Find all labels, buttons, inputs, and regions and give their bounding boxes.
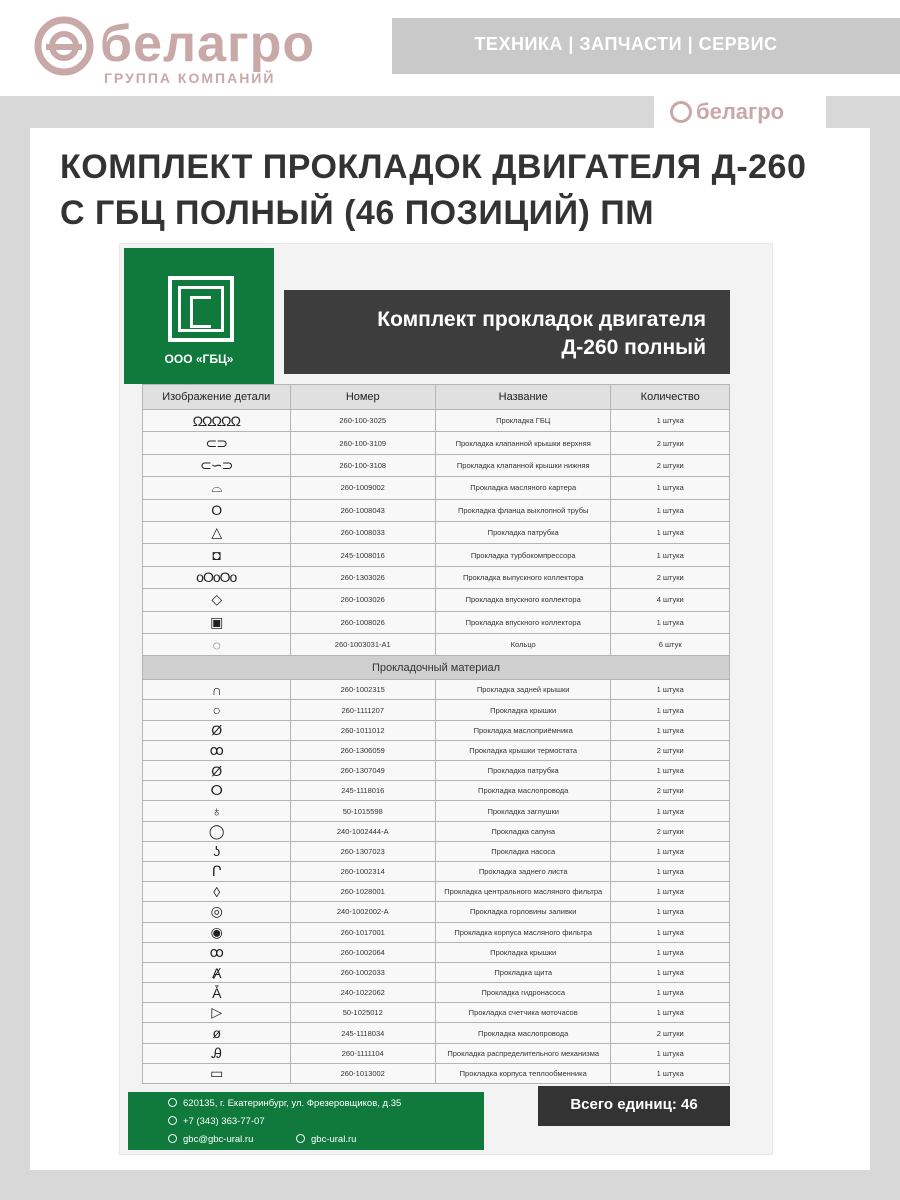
part-name: Прокладка впускного коллектора bbox=[436, 612, 611, 633]
table-row bbox=[142, 721, 730, 741]
part-number: 260-1017001 bbox=[291, 923, 437, 942]
part-image-icon bbox=[143, 634, 291, 655]
part-image-icon bbox=[143, 500, 291, 521]
part-name: Прокладка сапуна bbox=[436, 822, 611, 841]
gasket-shape-icon: ◉ bbox=[210, 923, 222, 940]
part-image-icon bbox=[143, 923, 291, 942]
address bbox=[168, 1098, 401, 1109]
table-row bbox=[142, 963, 730, 983]
spec-sheet bbox=[120, 244, 772, 1154]
part-number: 260-1028001 bbox=[291, 882, 437, 901]
small-logo-text: белагро bbox=[696, 99, 785, 124]
part-image-icon bbox=[143, 721, 291, 740]
part-image-icon bbox=[143, 882, 291, 901]
product-title: КОМПЛЕКТ ПРОКЛАДОК ДВИГАТЕЛЯ Д-260 С ГБЦ ПОЛНЫЙ (46 ПОЗИЦИЙ) ПМ bbox=[60, 148, 807, 232]
part-name: Прокладка центрального масляного фильтра bbox=[436, 882, 611, 901]
part-number: 240-1022062 bbox=[291, 983, 437, 1002]
table-row bbox=[142, 983, 730, 1003]
gasket-shape-icon: oOoOo bbox=[196, 569, 237, 586]
part-qty: 1 штука bbox=[656, 1008, 684, 1018]
part-qty: 1 штука bbox=[656, 685, 684, 695]
part-name: Прокладка крышки bbox=[436, 943, 611, 962]
gasket-shape-icon: Ⱥ bbox=[212, 964, 221, 981]
part-qty: 4 штуки bbox=[656, 595, 684, 605]
part-number: 260-100-3025 bbox=[291, 410, 437, 431]
col-image: Изображение детали bbox=[143, 385, 291, 409]
part-name: Прокладка горловины заливки bbox=[436, 902, 611, 921]
part-number: 260-1002033 bbox=[291, 963, 437, 982]
table-row bbox=[142, 612, 730, 634]
part-qty: 1 штука bbox=[656, 705, 684, 715]
part-image-icon bbox=[143, 741, 291, 760]
table-row bbox=[142, 410, 730, 432]
part-number: 260-1002064 bbox=[291, 943, 437, 962]
part-name: Прокладка щита bbox=[436, 963, 611, 982]
part-qty: 1 штука bbox=[656, 806, 684, 816]
company-name: ООО «ГБЦ» bbox=[164, 352, 234, 366]
email-icon bbox=[168, 1134, 177, 1143]
col-qty: Количество bbox=[640, 391, 700, 403]
part-image-icon bbox=[143, 761, 291, 780]
part-qty: 1 штука bbox=[656, 968, 684, 978]
part-number: 260-1009002 bbox=[291, 477, 437, 498]
gasket-shape-icon: Ø bbox=[211, 762, 222, 779]
part-qty: 1 штука bbox=[656, 887, 684, 897]
gasket-shape-icon: ⊂⊃ bbox=[205, 434, 227, 451]
part-image-icon bbox=[143, 983, 291, 1002]
part-number: 260-1002315 bbox=[291, 680, 437, 699]
table-row bbox=[142, 761, 730, 781]
sheet-title-line2: Д-260 полный bbox=[561, 336, 706, 359]
sheet-title bbox=[377, 306, 706, 362]
part-name: Прокладка гидронасоса bbox=[436, 983, 611, 1002]
part-name: Прокладка выпускного коллектора bbox=[436, 567, 611, 588]
table-row bbox=[142, 477, 730, 499]
brand-logo-icon bbox=[34, 10, 94, 82]
part-name: Прокладка маслоприёмника bbox=[436, 721, 611, 740]
gasket-shape-icon: ꝏ bbox=[209, 943, 223, 960]
part-qty: 1 штука bbox=[656, 907, 684, 917]
part-number: 260-1008026 bbox=[291, 612, 437, 633]
part-image-icon bbox=[143, 822, 291, 841]
table-row bbox=[142, 700, 730, 720]
part-qty: 2 штуки bbox=[656, 826, 684, 836]
email bbox=[168, 1134, 253, 1145]
gasket-shape-icon: △ bbox=[211, 524, 222, 541]
brand-name: белагро bbox=[100, 15, 316, 73]
brand-header bbox=[0, 0, 900, 96]
part-number: 260-1008043 bbox=[291, 500, 437, 521]
table-row bbox=[142, 455, 730, 477]
part-qty: 1 штука bbox=[656, 927, 684, 937]
part-name: Прокладка фланца выхлопной трубы bbox=[436, 500, 611, 521]
gasket-shape-icon: ⊂∽⊃ bbox=[200, 456, 233, 473]
part-qty: 1 штука bbox=[656, 766, 684, 776]
gasket-shape-icon: ΩΩΩΩΩ bbox=[192, 412, 240, 429]
part-number: 245-1118016 bbox=[291, 781, 437, 800]
total-box bbox=[538, 1086, 730, 1126]
email-text: gbc@gbc-ural.ru bbox=[183, 1134, 254, 1145]
part-qty: 1 штука bbox=[656, 416, 684, 426]
part-number: 260-1002314 bbox=[291, 862, 437, 881]
table-row bbox=[142, 882, 730, 902]
gasket-shape-icon: ♁ bbox=[211, 803, 221, 820]
part-name: Прокладка крышки термостата bbox=[436, 741, 611, 760]
table-row bbox=[142, 567, 730, 589]
sheet-header bbox=[284, 290, 730, 374]
table-row bbox=[142, 1023, 730, 1043]
part-image-icon bbox=[143, 567, 291, 588]
gasket-shape-icon: ⌓ bbox=[211, 479, 222, 496]
part-name: Прокладка маслопровода bbox=[436, 781, 611, 800]
part-image-icon bbox=[143, 1003, 291, 1022]
part-qty: 1 штука bbox=[656, 505, 684, 515]
part-name: Прокладка патрубка bbox=[436, 761, 611, 780]
gasket-shape-icon: ◊ bbox=[213, 883, 220, 900]
part-image-icon bbox=[143, 700, 291, 719]
col-number: Номер bbox=[291, 385, 437, 409]
part-number: 260-1307023 bbox=[291, 842, 437, 861]
part-image-icon bbox=[143, 612, 291, 633]
small-logo bbox=[670, 99, 784, 125]
part-qty: 1 штука bbox=[656, 528, 684, 538]
part-image-icon bbox=[143, 781, 291, 800]
table-row bbox=[142, 741, 730, 761]
part-name: Прокладка задней крышки bbox=[436, 680, 611, 699]
table-row bbox=[142, 1064, 730, 1084]
phone bbox=[168, 1116, 265, 1127]
part-name: Кольцо bbox=[436, 634, 611, 655]
gasket-shape-icon: ▭ bbox=[210, 1064, 223, 1081]
part-name: Прокладка турбокомпрессора bbox=[436, 544, 611, 565]
part-image-icon bbox=[143, 410, 291, 431]
phone-text: +7 (343) 363-77-07 bbox=[183, 1116, 265, 1127]
part-qty: 2 штуки bbox=[656, 786, 684, 796]
part-number: 260-1011012 bbox=[291, 721, 437, 740]
gasket-shape-icon: ◇ bbox=[211, 591, 222, 608]
part-qty: 1 штука bbox=[656, 617, 684, 627]
contacts-block bbox=[128, 1092, 484, 1150]
part-image-icon bbox=[143, 432, 291, 453]
part-name: Прокладка впускного коллектора bbox=[436, 589, 611, 610]
part-image-icon bbox=[143, 1023, 291, 1042]
part-name: Прокладка клапанной крышки верхняя bbox=[436, 432, 611, 453]
part-qty: 1 штука bbox=[656, 947, 684, 957]
part-qty: 1 штука bbox=[656, 1048, 684, 1058]
gasket-shape-icon: ◘ bbox=[212, 547, 220, 564]
section-label: Прокладочный материал bbox=[142, 656, 730, 680]
part-number: 260-100-3108 bbox=[291, 455, 437, 476]
gasket-shape-icon: ∩ bbox=[211, 681, 221, 698]
part-image-icon bbox=[143, 862, 291, 881]
website-text: gbc-ural.ru bbox=[311, 1134, 357, 1145]
table-row bbox=[142, 801, 730, 821]
table-row bbox=[142, 500, 730, 522]
part-number: 260-100-3109 bbox=[291, 432, 437, 453]
part-image-icon bbox=[143, 544, 291, 565]
part-qty: 2 штуки bbox=[656, 572, 684, 582]
website bbox=[296, 1134, 356, 1145]
gasket-shape-icon: ▣ bbox=[210, 613, 223, 630]
table-row bbox=[142, 923, 730, 943]
part-qty: 2 штуки bbox=[656, 1028, 684, 1038]
table-row bbox=[142, 902, 730, 922]
gasket-shape-icon: O bbox=[211, 502, 222, 519]
part-name: Прокладка патрубка bbox=[436, 522, 611, 543]
part-name: Прокладка заднего листа bbox=[436, 862, 611, 881]
table-group-2 bbox=[142, 680, 730, 1084]
small-logo-icon bbox=[670, 101, 692, 123]
part-qty: 2 штуки bbox=[656, 438, 684, 448]
part-number: 260-1008033 bbox=[291, 522, 437, 543]
part-name: Прокладка ГБЦ bbox=[436, 410, 611, 431]
part-number: 260-1303026 bbox=[291, 567, 437, 588]
table-group-1 bbox=[142, 410, 730, 656]
part-name: Прокладка маслопровода bbox=[436, 1023, 611, 1042]
part-number: 260-1306059 bbox=[291, 741, 437, 760]
part-name: Прокладка распределительного механизма bbox=[436, 1044, 611, 1063]
part-qty: 1 штука bbox=[656, 867, 684, 877]
part-qty: 1 штука bbox=[656, 1068, 684, 1078]
gasket-shape-icon: ⵔ bbox=[210, 782, 222, 799]
brand-subtitle: ГРУППА КОМПАНИЙ bbox=[104, 70, 276, 86]
address-text: 620135, г. Екатеринбург, ул. Фрезеровщиков, д.35 bbox=[183, 1098, 402, 1109]
gasket-shape-icon: ○ bbox=[212, 702, 220, 719]
gasket-shape-icon: ◯ bbox=[208, 822, 224, 839]
table-row bbox=[142, 1044, 730, 1064]
gasket-shape-icon: ▷ bbox=[211, 1004, 222, 1021]
part-name: Прокладка заглушки bbox=[436, 801, 611, 820]
table-row bbox=[142, 943, 730, 963]
part-number: 50-1025012 bbox=[291, 1003, 437, 1022]
part-name: Прокладка счетчика моточасов bbox=[436, 1003, 611, 1022]
part-name: Прокладка насоса bbox=[436, 842, 611, 861]
tagline-box bbox=[392, 18, 900, 74]
part-image-icon bbox=[143, 477, 291, 498]
gasket-shape-icon: Ø bbox=[211, 722, 222, 739]
part-qty: 1 штука bbox=[656, 725, 684, 735]
col-name: Название bbox=[436, 385, 611, 409]
table-row bbox=[142, 781, 730, 801]
part-number: 260-1013002 bbox=[291, 1064, 437, 1083]
table-row bbox=[142, 822, 730, 842]
part-image-icon bbox=[143, 1044, 291, 1063]
part-number: 260-1111104 bbox=[291, 1044, 437, 1063]
phone-icon bbox=[168, 1116, 177, 1125]
part-image-icon bbox=[143, 902, 291, 921]
part-number: 245-1008016 bbox=[291, 544, 437, 565]
table-row bbox=[142, 680, 730, 700]
gasket-shape-icon: Ꭿ bbox=[211, 1044, 221, 1061]
part-qty: 1 штука bbox=[656, 846, 684, 856]
company-block bbox=[124, 248, 274, 384]
gasket-shape-icon: ꝏ bbox=[209, 741, 223, 758]
gasket-shape-icon: Ǡ bbox=[212, 984, 221, 1001]
table-row bbox=[142, 1003, 730, 1023]
part-number: 260-1003026 bbox=[291, 589, 437, 610]
part-qty: 1 штука bbox=[656, 483, 684, 493]
gasket-shape-icon: ◎ bbox=[210, 903, 222, 920]
part-image-icon bbox=[143, 680, 291, 699]
part-number: 240-1002444-А bbox=[291, 822, 437, 841]
gasket-shape-icon: ◌ bbox=[212, 636, 220, 653]
gasket-shape-icon: ø bbox=[212, 1025, 221, 1042]
part-number: 240-1002002-А bbox=[291, 902, 437, 921]
part-number: 260-1111207 bbox=[291, 700, 437, 719]
web-icon bbox=[296, 1134, 305, 1143]
table-row bbox=[142, 589, 730, 611]
part-image-icon bbox=[143, 589, 291, 610]
tagline: ТЕХНИКА | ЗАПЧАСТИ | СЕРВИС bbox=[474, 34, 778, 54]
part-name: Прокладка клапанной крышки нижняя bbox=[436, 455, 611, 476]
table-header bbox=[142, 384, 730, 410]
part-number: 245-1118034 bbox=[291, 1023, 437, 1042]
gasket-shape-icon: ʖ bbox=[213, 843, 220, 860]
part-image-icon bbox=[143, 943, 291, 962]
table-row bbox=[142, 634, 730, 656]
part-qty: 2 штуки bbox=[656, 460, 684, 470]
table-row bbox=[142, 842, 730, 862]
part-qty: 1 штука bbox=[656, 550, 684, 560]
part-image-icon bbox=[143, 801, 291, 820]
sheet-title-line1: Комплект прокладок двигателя bbox=[377, 308, 706, 331]
location-icon bbox=[168, 1098, 177, 1107]
total-units: Всего единиц: 46 bbox=[570, 1096, 698, 1113]
part-number: 260-1307049 bbox=[291, 761, 437, 780]
part-image-icon bbox=[143, 963, 291, 982]
part-qty: 2 штуки bbox=[656, 745, 684, 755]
part-image-icon bbox=[143, 842, 291, 861]
part-number: 50-1015598 bbox=[291, 801, 437, 820]
table-row bbox=[142, 522, 730, 544]
table-row bbox=[142, 544, 730, 566]
parts-table bbox=[142, 384, 730, 1084]
part-image-icon bbox=[143, 1064, 291, 1083]
gbc-emblem-icon bbox=[168, 276, 234, 342]
part-name: Прокладка крышки bbox=[436, 700, 611, 719]
part-name: Прокладка корпуса масляного фильтра bbox=[436, 923, 611, 942]
table-row bbox=[142, 862, 730, 882]
part-name: Прокладка масляного картера bbox=[436, 477, 611, 498]
small-logo-box bbox=[654, 96, 826, 128]
part-image-icon bbox=[143, 455, 291, 476]
part-qty: 1 штука bbox=[656, 988, 684, 998]
part-image-icon bbox=[143, 522, 291, 543]
part-qty: 6 штук bbox=[658, 640, 682, 650]
part-number: 260-1003031-А1 bbox=[291, 634, 437, 655]
table-row bbox=[142, 432, 730, 454]
gasket-shape-icon: Ր bbox=[211, 863, 221, 880]
part-name: Прокладка корпуса теплообменника bbox=[436, 1064, 611, 1083]
